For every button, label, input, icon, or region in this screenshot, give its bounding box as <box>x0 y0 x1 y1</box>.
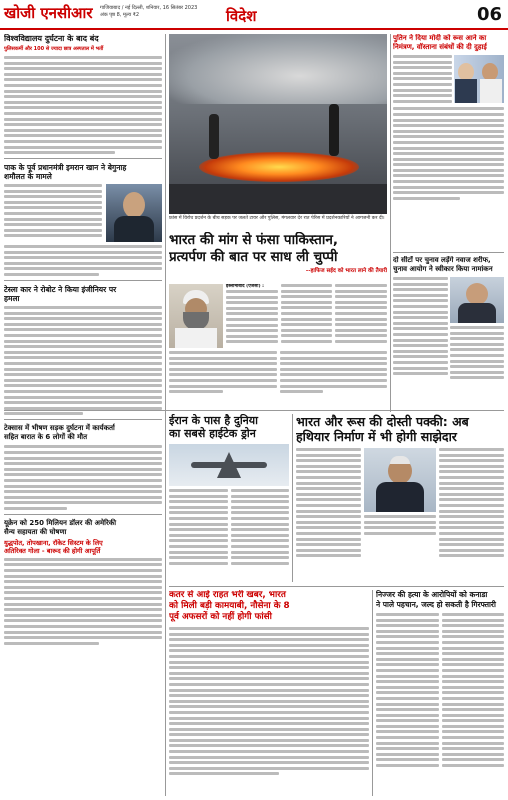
iran-body-col2 <box>231 489 290 567</box>
story1-subhead: पुलिसकर्मी और 100 से ज्यादा छात्र अस्पताल में भर्ती <box>4 46 104 52</box>
story4-headline-2: सहित बारात के 6 लोगों की मौत <box>4 433 88 442</box>
nawaz-headline-2: चुनाव आयोग ने स्वीकार किया नामांकन <box>393 265 493 273</box>
drone-photo <box>169 444 289 486</box>
imran-khan-photo <box>106 184 162 242</box>
masthead <box>0 0 508 30</box>
horizontal-rule <box>169 586 504 587</box>
main-subhead: --हाफिज सईद को भारत लाने की तैयारी <box>305 268 387 274</box>
nijjar-headline: निज्जर की हत्या के आरोपियों को कनाडा <box>376 590 488 599</box>
qatar-story <box>169 590 369 796</box>
russia-headline: भारत और रूस की दोस्ती पक्की: अब <box>296 414 469 429</box>
story4-body <box>4 445 162 510</box>
qatar-headline-2: को मिली बड़ी कामयाबी, नौसेना के 8 <box>169 601 290 611</box>
iran-body-col1 <box>169 489 228 567</box>
russia-photo-caption <box>364 515 436 535</box>
story2-body <box>4 184 102 242</box>
iran-story <box>169 414 289 584</box>
column-divider <box>390 34 391 412</box>
story2-headline: पाक के पूर्व प्रधानमंत्री इमरान खान ने बेगुनाह <box>4 163 127 173</box>
story5-headline-2: सैन्य सहायता की घोषणा <box>4 527 67 536</box>
protest-photo <box>169 34 387 214</box>
putin-headline-2: निमंत्रण, वॉस्ताना संबंधों की दी दुहाई <box>393 43 487 51</box>
iran-headline-2: का सबसे हाईटेक ड्रोन <box>169 427 256 440</box>
dateline-text: गाजियाबाद / नई दिल्ली, शनिवार, 16 सितंबर 2023 <box>100 5 198 11</box>
qatar-body <box>169 627 369 775</box>
story3-headline-2: हमला <box>4 294 20 304</box>
main-body-col2 <box>281 284 333 348</box>
section-title: विदेश <box>226 7 257 25</box>
column-divider <box>292 414 293 582</box>
column-divider <box>165 34 166 796</box>
photo-caption: फ्रांस में विरोध प्रदर्शन के बीच सड़क पर जलते टायर और पुलिस, मंगलवार देर रात पेरिस में प्रदर्शनकारियों ने आगजनी कर दी। <box>169 216 385 221</box>
right-story1 <box>393 34 504 254</box>
main-headline-2: प्रत्यर्पण की बात पर साध ली चुप्पी <box>169 249 338 265</box>
nawaz-body-2 <box>450 326 504 379</box>
main-body-col3 <box>335 284 387 348</box>
nijjar-headline-2: ने पाले पहचान, जल्द हो सकती है गिरफ्तारी <box>376 599 496 609</box>
jaishankar-photo <box>364 448 436 512</box>
story6-headline: युद्धपोत, तोपखाना, रॉकेट सिस्टम के लिए <box>4 538 103 547</box>
story5-headline: यूक्रेन को 250 मिलियन डॉलर की अमेरिकी <box>4 518 117 527</box>
main-headline: भारत की मांग से फंसा पाकिस्तान, <box>169 232 338 248</box>
page-number: 06 <box>476 4 502 25</box>
putin-headline: पुतिन ने दिया मोदी को रूस आने का <box>393 34 487 42</box>
story5-body <box>4 558 162 645</box>
column-divider <box>372 590 373 796</box>
story3-body <box>4 306 162 415</box>
nawaz-sharif-photo <box>450 277 504 323</box>
hafiz-saeed-photo <box>169 284 223 348</box>
russia-body-col2 <box>439 448 504 560</box>
russia-body-col1 <box>296 448 361 560</box>
putin-modi-photo <box>454 55 504 103</box>
nawaz-body <box>393 277 448 382</box>
story1-body <box>4 56 162 154</box>
dateline-text-2: अंक पृष्ठ 8, मूल्य ₹2 <box>100 12 140 18</box>
nawaz-headline: दो सीटों पर चुनाव लड़ेंगे नवाज शरीफ, <box>393 256 491 264</box>
main-body-col4 <box>169 351 277 396</box>
main-body-col5 <box>280 351 388 396</box>
story4-headline: टेक्सास में भीषण सड़क दुर्घटना में कार्यकर्ता <box>4 424 115 433</box>
story2-headline-2: शमौलत के मामले <box>4 172 52 182</box>
left-column <box>4 34 162 796</box>
right-story2 <box>393 256 504 412</box>
story6-headline-2: अतिरिक्त गोला - बारूद की होगी आपूर्ति <box>4 546 101 555</box>
story2-body-2 <box>4 245 162 276</box>
story1-headline: विश्वविद्यालय दुर्घटना के बाद बंद <box>4 34 99 43</box>
main-story-body <box>169 284 387 400</box>
russia-story <box>296 414 504 584</box>
main-story-header <box>169 232 387 282</box>
putin-body <box>393 55 452 105</box>
main-byline: इस्लामाबाद (एजेंसी) : <box>226 284 265 289</box>
qatar-headline: कतर से आई राहत भरी खबर, भारत <box>169 590 286 600</box>
nijjar-story <box>376 590 504 796</box>
nijjar-body-col1 <box>376 613 439 770</box>
iran-headline: ईरान के पास है दुनिया <box>169 414 259 427</box>
story3-headline: टेस्ला कार ने रोबोट ने किया इंजीनियर पर <box>4 285 117 295</box>
russia-headline-2: हथियार निर्माण में भी होगी साझेदार <box>296 429 457 444</box>
horizontal-rule <box>4 410 504 411</box>
main-body-col1 <box>226 290 278 343</box>
putin-body-2 <box>393 107 504 200</box>
section-divider <box>393 252 504 253</box>
newspaper-logo: खोजी एनसीआर <box>4 4 93 22</box>
dateline <box>100 5 197 19</box>
qatar-headline-3: पूर्व अफसरों को नहीं होगी फांसी <box>169 612 272 622</box>
nijjar-body-col2 <box>442 613 505 770</box>
